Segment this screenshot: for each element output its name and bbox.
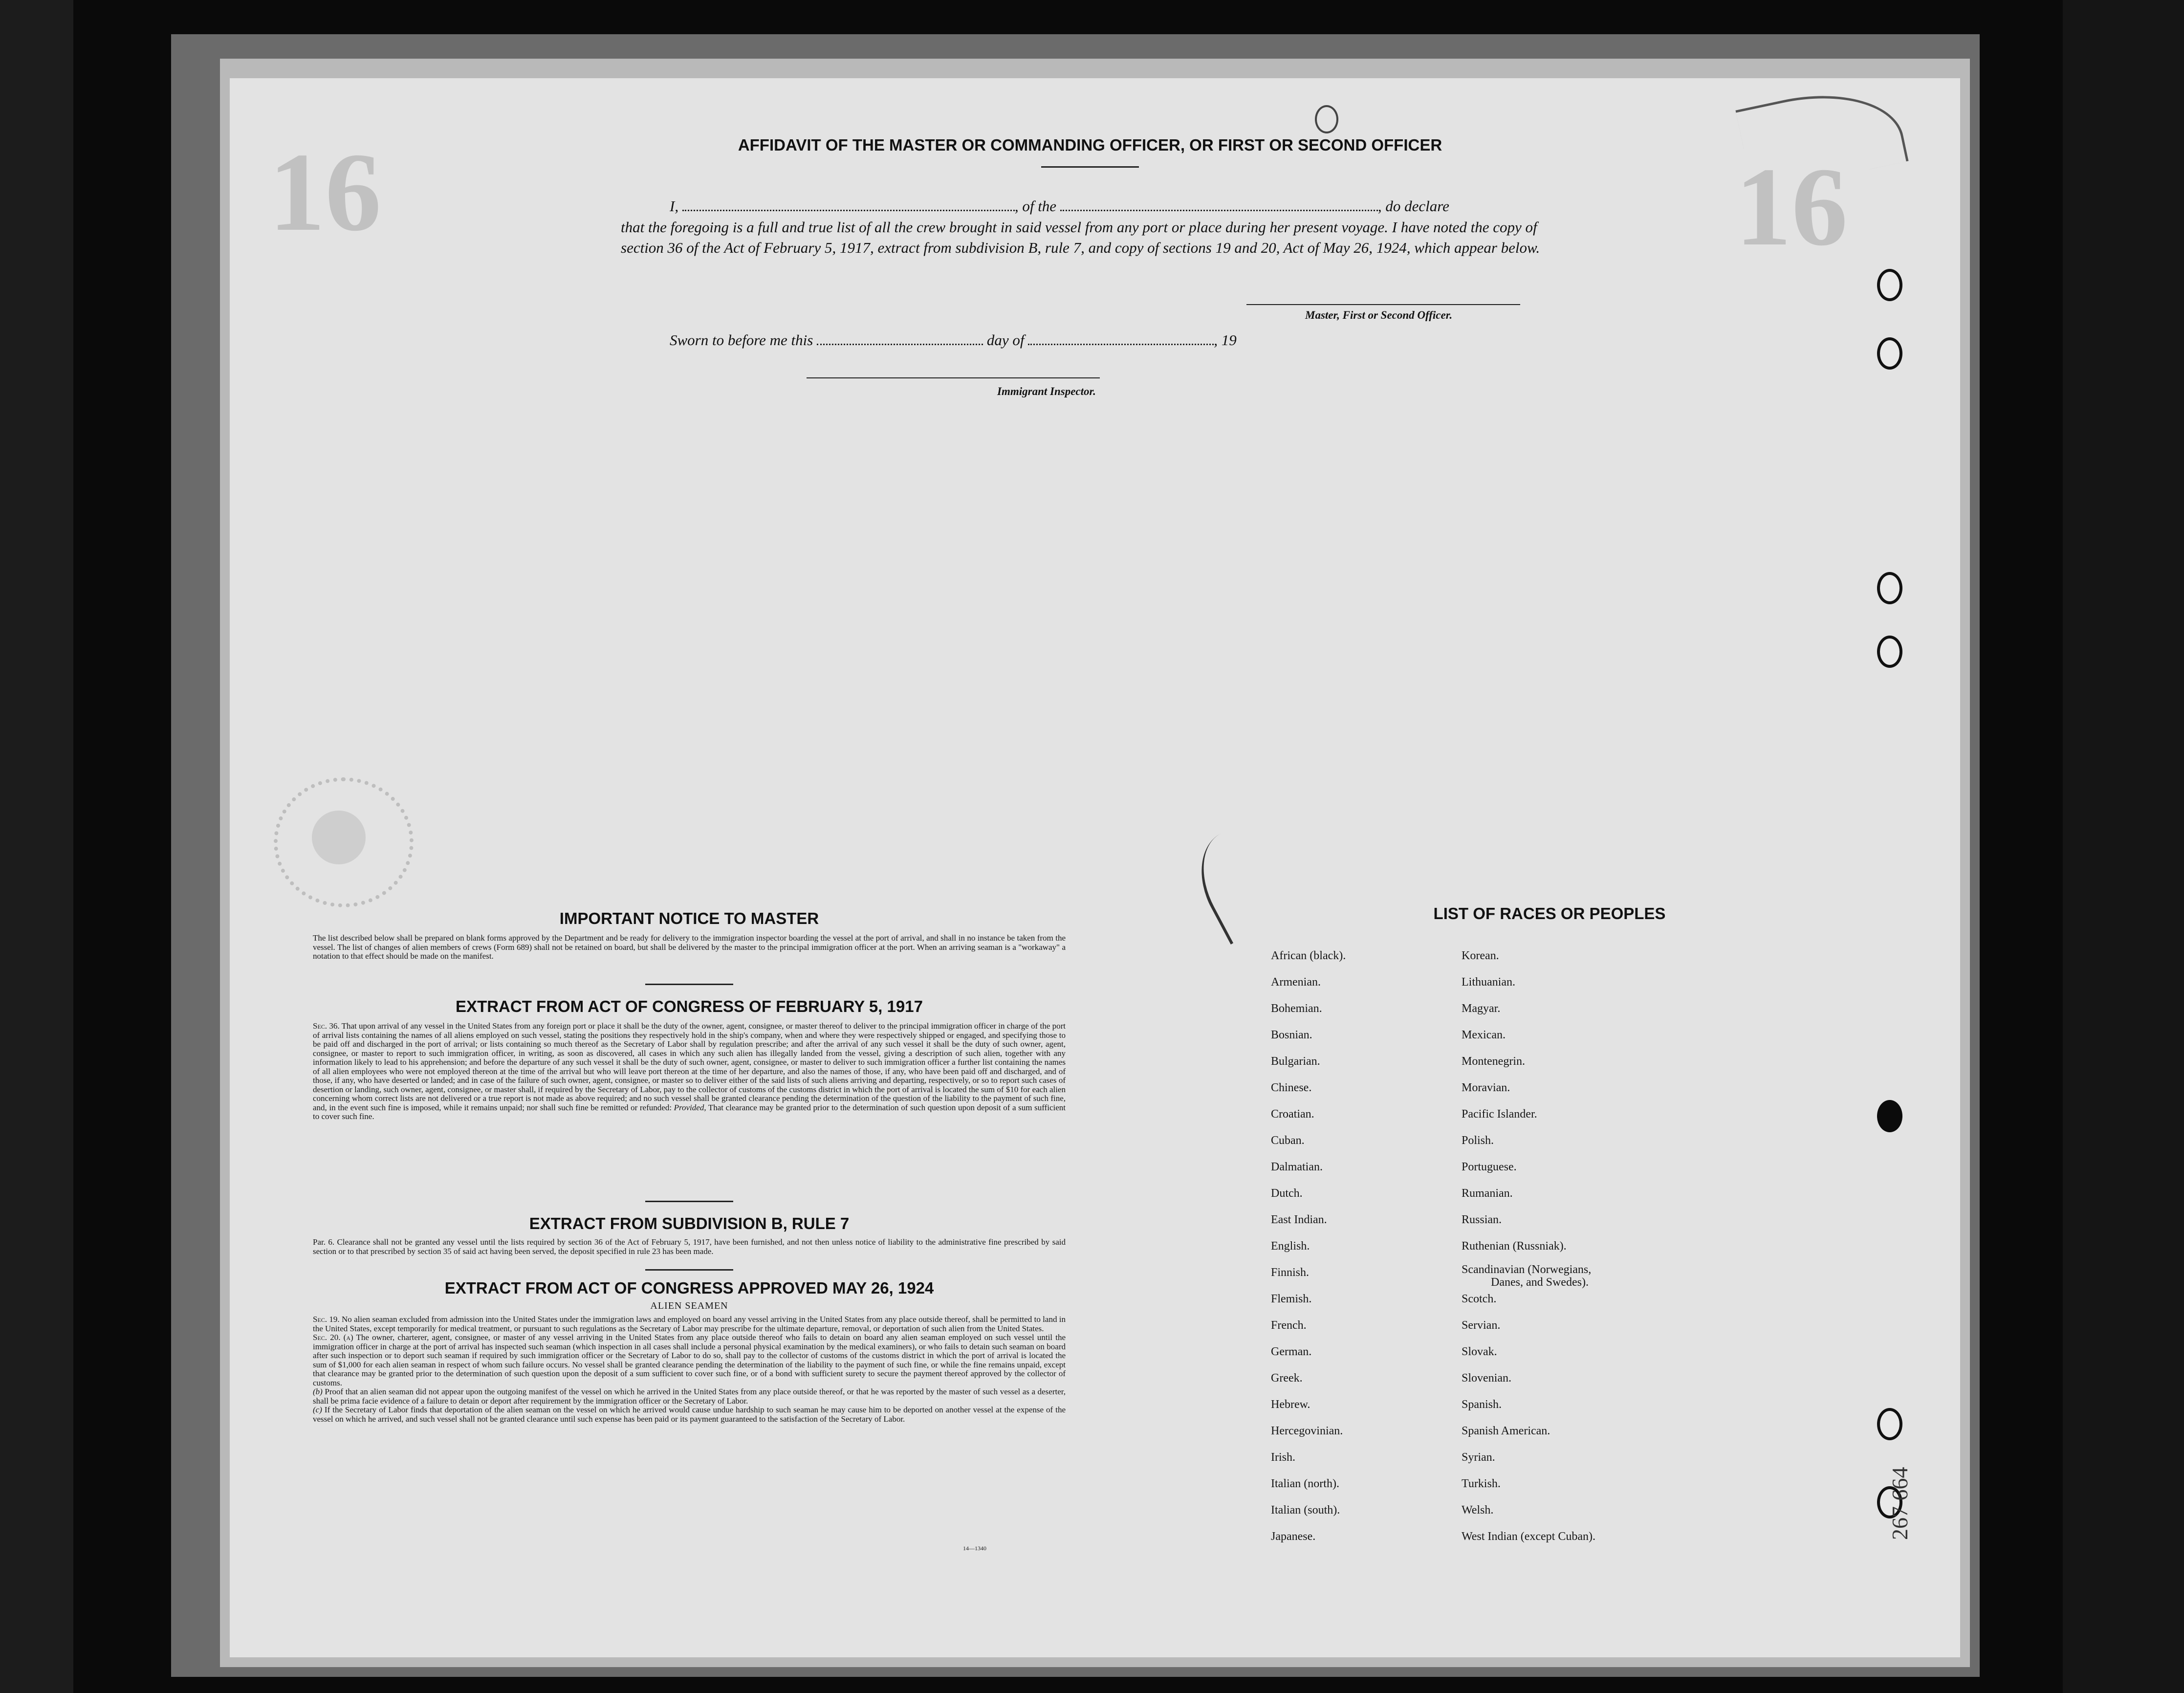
race-item: Slovenian. [1462,1372,1511,1385]
race-item: Hercegovinian. [1271,1425,1343,1437]
section-rule [645,1201,733,1202]
ink-circle [1315,105,1338,133]
race-item: Pacific Islander. [1462,1108,1537,1121]
race-item: Welsh. [1462,1504,1494,1517]
race-item: Magyar. [1462,1002,1501,1015]
film-border-right [2063,0,2184,1693]
section-20c: (c) If the Secretary of Labor finds that deportation of the alien seaman on the vessel on which he arrived would cause undue hardship to such seaman he may cause him to be deported on another vessel at the expense of the vessel on which he arrived, and such vessel shall not be granted clearance until such expense has been paid or its payment guaranteed to the satisfaction of the Secretary of Labor. [313,1405,1066,1424]
race-item: German. [1271,1345,1312,1358]
race-item: Moravian. [1462,1081,1510,1094]
race-item: Chinese. [1271,1081,1312,1094]
section-20a: Sec. 20. (a) The owner, charterer, agent, consignee, or master of any vessel arriving in the United States from any place outside thereof who fails to detain on board any alien seaman employed on such vessel until the immigration officer in charge at the port of arrival has inspected such seaman (which inspection in all cases shall include a personal physical examination by the medical examiners), or who fails to detain such seaman on board after such inspection or to deport such seaman if required by such immigration officer or the Secretary of Labor to do so, shall pay to the collector of customs of the customs district in which the port of arrival is located the sum of $1,000 for each alien seaman in respect of whom such failure occurs. No vessel shall be granted clearance pending the determination of the liability to the payment of such fine, or while the fine remains unpaid, except that clearance may be granted prior to the determination of such question upon the deposit of a sum sufficient to cover such fine, or of a bond with sufficient surety to secure the payment thereof approved by the collector of customs. [313,1333,1066,1387]
race-item: Spanish. [1462,1398,1502,1411]
race-item: Dutch. [1271,1187,1303,1200]
race-item: Slovak. [1462,1345,1497,1358]
race-item: Scotch. [1462,1293,1497,1305]
sworn-month-blank[interactable] [1028,344,1214,345]
film-border-left [0,0,73,1693]
rule7-text: Par. 6. Clearance shall not be granted any vessel until the lists required by section 36 of the Act of February 5, 1917, have been furnished, and not then unless notice of liability to the administrative fine prescribed by said section or to that prescribed by section 35 of said act having been served, the deposit specified in rule 23 has been made. [313,1237,1066,1256]
page-number-ghost: 16 [269,130,381,254]
race-item-continuation: Danes, and Swedes). [1491,1276,1589,1289]
race-item: Russian. [1462,1213,1502,1226]
name-blank[interactable] [682,210,1015,211]
declaration-text: that the foregoing is a full and true list of all the crew brought in said vessel from any port or place during her present voyage. I have noted the copy of section 36 of the Act of February 5, 1917, extract from subdivision B, rule 7, and copy of sections 19 and 20, Act of May 26, 1924, which appear below. [621,219,1540,256]
race-item: Spanish American. [1462,1425,1551,1437]
race-item: Greek. [1271,1372,1303,1385]
extract-1924-subtitle: ALIEN SEAMEN [650,1300,728,1311]
race-item: Syrian. [1462,1451,1495,1464]
race-item: Mexican. [1462,1029,1506,1041]
race-item: Lithuanian. [1462,976,1515,989]
binder-hole [1877,337,1902,370]
race-item: Portuguese. [1462,1161,1517,1173]
race-item: Italian (south). [1271,1504,1340,1517]
handwritten-side-note: 267 664 [1887,1467,1912,1540]
handwritten-scribble [1735,78,1908,194]
inspector-signature-line[interactable] [807,377,1100,378]
vessel-blank[interactable] [1060,210,1378,211]
form-number: 14—1340 [963,1545,986,1552]
race-item: Bosnian. [1271,1029,1312,1041]
section-19: Sec. 19. No alien seaman excluded from admission into the United States under the immigration laws and employed on board any vessel arriving in the United States from any place outside thereof, shall be permitted to land in the United States, except temporarily for medical treatment, or pursuant to such regulations as the Secretary of Labor may prescribe for the ultimate departure, removal, or deportation of such alien from the United States. [313,1315,1066,1333]
race-item: Ruthenian (Russniak). [1462,1240,1567,1253]
race-item: Bulgarian. [1271,1055,1320,1068]
section-rule [645,1269,733,1271]
race-item: Flemish. [1271,1293,1312,1305]
races-title: LIST OF RACES OR PEOPLES [1433,904,1666,923]
race-item: Dalmatian. [1271,1161,1323,1173]
extract-1924-text [313,1315,1066,1424]
pen-mark [1182,820,1293,945]
sworn-line: Sworn to before me this day of , 19 [670,331,1237,349]
section-rule [645,984,733,985]
race-item: Korean. [1462,949,1499,962]
race-item: Hebrew. [1271,1398,1310,1411]
faint-seal-stamp [274,777,414,907]
binder-hole [1877,572,1902,604]
binder-hole [1877,1408,1902,1440]
race-item: Japanese. [1271,1530,1316,1543]
extract-1917-title: EXTRACT FROM ACT OF CONGRESS OF FEBRUARY 5, 1917 [456,997,923,1015]
race-item: African (black). [1271,949,1346,962]
sworn-day-blank[interactable] [817,344,983,345]
affidavit-title: AFFIDAVIT OF THE MASTER OR COMMANDING OFFICER, OR FIRST OR SECOND OFFICER [738,136,1442,154]
race-item: Rumanian. [1462,1187,1513,1200]
race-item: Montenegrin. [1462,1055,1525,1068]
notice-text: The list described below shall be prepared on blank forms approved by the Department and be ready for delivery to the immigration inspector boarding the vessel at the port of arrival, and shall in no instance be taken from the vessel. The list of changes of alien members of crews (Form 689) shall not be retained on board, but shall be delivered by the master to the principal immigration officer at the port. When an arriving seaman is a "workaway" a notation to that effect should be made on the manifest. [313,933,1066,961]
race-item: Irish. [1271,1451,1295,1464]
extract-1924-title: EXTRACT FROM ACT OF CONGRESS APPROVED MAY 26, 1924 [444,1279,934,1297]
inspector-caption: Immigrant Inspector. [997,385,1096,397]
page-number-ghost: 16 [1735,144,1848,269]
rule7-title: EXTRACT FROM SUBDIVISION B, RULE 7 [529,1214,850,1232]
binder-hole [1877,269,1902,301]
race-item: French. [1271,1319,1307,1332]
race-item: English. [1271,1240,1310,1253]
race-item: West Indian (except Cuban). [1462,1530,1595,1543]
document-page [230,78,1960,1657]
race-item: Italian (north). [1271,1477,1339,1490]
race-item: East Indian. [1271,1213,1327,1226]
race-item: Scandinavian (Norwegians, [1462,1263,1592,1276]
race-item: Servian. [1462,1319,1501,1332]
binder-hole [1877,636,1902,668]
title-rule [1041,166,1139,168]
race-item: Bohemian. [1271,1002,1322,1015]
signature-line[interactable] [1246,304,1520,305]
extract-1917-text: Sec. 36. That upon arrival of any vessel in the United States from any foreign port or place it shall be the duty of the owner, agent, consignee, or master thereof to deliver to the principal immigration officer in charge of the port of arrival lists containing the names of all aliens employed on such vessel, stating the positions they respectively hold in the ship's company, when and where they were respectively shipped or engaged, and specifying those to be paid off and discharged in the port of arrival; or lists containing so much thereof as the Secretary of Labor shall by regulation prescribe; and after the arrival of any such vessel it shall be the duty of such owner, agent, consignee, or master to report to such immigration officer, in writing, as soon as discovered, all cases in which any such alien has illegally landed from the vessel, giving a description of such alien, together with any information likely to lead to his apprehension; and before the departure of any such vessel it shall be the duty of such owner, agent, consignee, or master to deliver to such immigration officer a further list containing the names of all alien employees who were not employed thereon at the time of the arrival but who will leave port thereon at the time of her departure, and also the names of those, if any, who have been paid off and discharged, and of those, if any, who have deserted or landed; and in case of the failure of such owner, agent, consignee, or master so to deliver either of the said lists of such aliens arriving and departing, respectively, or so to report such cases of desertion or landing, such owner, agent, consignee, or master shall, if required by the Secretary of Labor, pay to the collector of customs of the customs district in which the port of arrival is located the sum of $10 for each alien concerning whom correct lists are not delivered or a true report is not made as above required; and no such vessel shall be granted clearance pending the determination of the question of the liability to the payment of such fine, and, in the event such fine is imposed, while it remains unpaid; nor shall such fine be remitted or refunded: Provided, That clearance may be granted prior to the determination of such question upon deposit of a sum sufficient to cover such fine. [313,1021,1066,1121]
race-item: Finnish. [1271,1266,1310,1279]
master-caption: Master, First or Second Officer. [1305,309,1453,321]
notice-title: IMPORTANT NOTICE TO MASTER [559,909,819,927]
race-item: Polish. [1462,1134,1494,1147]
race-item: Turkish. [1462,1477,1501,1490]
race-item: Croatian. [1271,1108,1314,1121]
race-item: Armenian. [1271,976,1321,989]
binder-hole [1877,1100,1902,1132]
declaration-line: I, , of the , do declare [670,198,1449,215]
section-20b: (b) Proof that an alien seaman did not appear upon the outgoing manifest of the vessel on which he arrived in the United States from any place outside thereof, or that he was reported by the master of such vessel as a deserter, shall be prima facie evidence of a failure to detain or deport after requirement by the immigration officer or the Secretary of Labor. [313,1387,1066,1406]
race-item: Cuban. [1271,1134,1305,1147]
